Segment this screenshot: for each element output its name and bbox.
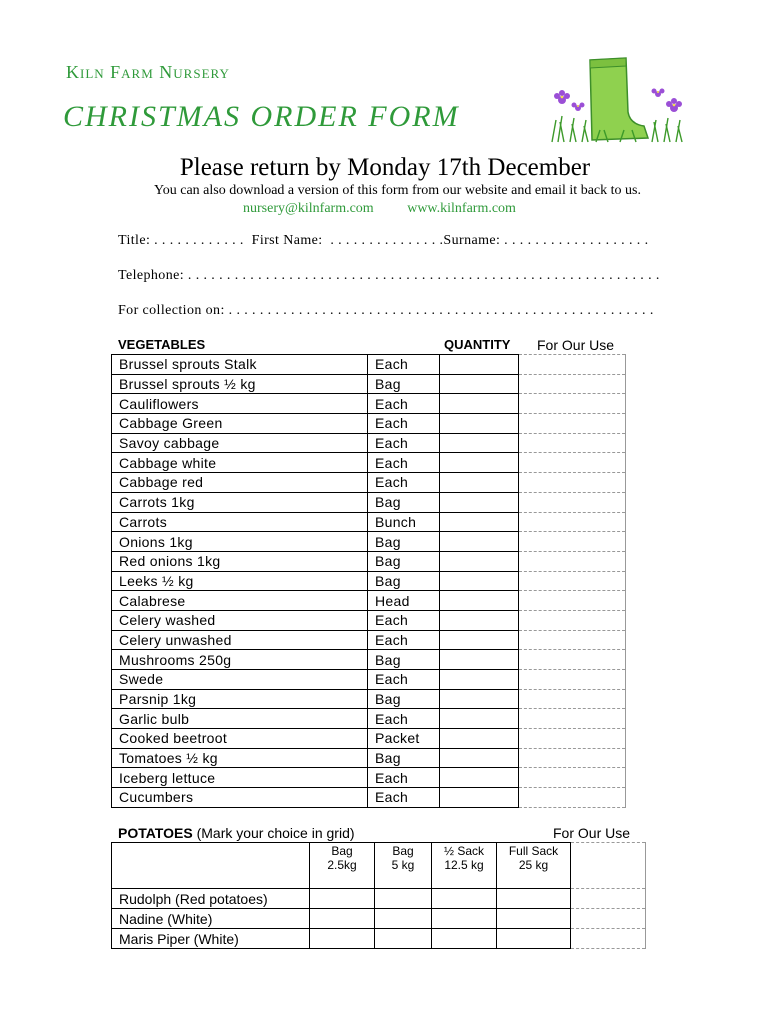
size-weight: 2.5kg [327,858,357,872]
potato-choice-cell[interactable] [432,889,497,909]
potato-choice-cell[interactable] [432,929,497,949]
potato-variety-name: Maris Piper (White) [112,929,310,949]
vegetable-name: Cauliflowers [112,394,368,414]
vegetable-unit: Bag [368,374,440,394]
our-use-cell [519,591,626,611]
vegetable-name: Swede [112,670,368,690]
our-use-cell [519,670,626,690]
quantity-cell[interactable] [440,532,519,552]
potato-variety-header [112,843,310,889]
vegetable-name: Savoy cabbage [112,433,368,453]
telephone-field-line[interactable]: Telephone: . . . . . . . . . . . . . . . . . . . . . . . . . . . . . . . . . . . . . . . . . . . . . . . . . . . . . . . . . . . . . [118,268,660,283]
our-use-cell [571,909,646,929]
quantity-cell[interactable] [440,748,519,768]
vegetable-row [112,630,626,650]
vegetable-name: Celery unwashed [112,630,368,650]
our-use-cell [519,374,626,394]
vegetable-unit: Each [368,670,440,690]
vegetable-row [112,532,626,552]
name-fields-line[interactable]: Title: . . . . . . . . . . . . First Name: . . . . . . . . . . . . . . .Surname: . . . . . . . . . . . . . . . . . . . [118,233,649,248]
our-use-cell [519,492,626,512]
our-use-cell [519,473,626,493]
quantity-cell[interactable] [440,394,519,414]
our-use-cell [519,610,626,630]
potato-row [112,929,646,949]
size-label: Full Sack [508,844,559,858]
vegetable-name: Brussel sprouts Stalk [112,355,368,375]
quantity-cell[interactable] [440,355,519,375]
vegetable-row [112,355,626,375]
potatoes-heading-note: (Mark your choice in grid) [192,825,355,841]
vegetable-name: Cucumbers [112,788,368,808]
vegetable-unit: Bag [368,650,440,670]
potato-choice-cell[interactable] [310,889,375,909]
vegetable-row [112,610,626,630]
quantity-cell[interactable] [440,630,519,650]
vegetable-unit: Packet [368,729,440,749]
vegetable-unit: Bag [368,689,440,709]
vegetable-name: Parsnip 1kg [112,689,368,709]
vegetable-row [112,788,626,808]
potato-row [112,889,646,909]
size-label: Bag [392,844,414,858]
quantity-cell[interactable] [440,689,519,709]
vegetable-row [112,768,626,788]
vegetable-row [112,394,626,414]
quantity-cell[interactable] [440,610,519,630]
our-use-cell [519,748,626,768]
quantity-cell[interactable] [440,729,519,749]
vegetable-unit: Each [368,453,440,473]
quantity-cell[interactable] [440,670,519,690]
vegetable-row [112,591,626,611]
vegetable-name: Brussel sprouts ½ kg [112,374,368,394]
our-use-cell [519,689,626,709]
nursery-name: Kiln Farm Nursery [66,62,230,82]
vegetable-unit: Each [368,788,440,808]
our-use-heading: For Our Use [537,337,615,353]
quantity-cell[interactable] [440,551,519,571]
our-use-cell [519,630,626,650]
collection-date-field-line[interactable]: For collection on: . . . . . . . . . . . . . . . . . . . . . . . . . . . . . . . . . . . . . . . . . . . . . . . . . . . . . . . [118,303,654,318]
potato-size-header [375,843,432,889]
vegetable-row [112,729,626,749]
potatoes-table [111,842,646,949]
quantity-cell[interactable] [440,788,519,808]
potato-choice-cell[interactable] [497,929,571,949]
quantity-cell[interactable] [440,591,519,611]
vegetable-unit: Bag [368,492,440,512]
potato-size-header [310,843,375,889]
vegetable-row [112,414,626,434]
vegetable-unit: Each [368,630,440,650]
potato-size-header [432,843,497,889]
vegetables-heading: VEGETABLES [118,337,206,352]
vegetable-unit: Head [368,591,440,611]
vegetable-unit: Bag [368,551,440,571]
vegetable-unit: Bag [368,748,440,768]
vegetable-name: Calabrese [112,591,368,611]
vegetable-unit: Each [368,394,440,414]
vegetable-row [112,689,626,709]
size-weight: 12.5 kg [444,858,484,872]
our-use-cell [519,512,626,532]
vegetable-name: Red onions 1kg [112,551,368,571]
wellington-boot-illustration [548,50,688,145]
potato-size-header-row [112,843,646,889]
our-use-cell [519,414,626,434]
our-use-cell [519,729,626,749]
vegetable-row [112,709,626,729]
vegetable-row [112,748,626,768]
our-use-cell [519,433,626,453]
potato-choice-cell[interactable] [310,929,375,949]
vegetable-name: Carrots [112,512,368,532]
potato-choice-cell[interactable] [432,909,497,929]
vegetable-name: Cooked beetroot [112,729,368,749]
vegetable-name: Onions 1kg [112,532,368,552]
vegetable-unit: Each [368,610,440,630]
vegetable-unit: Bag [368,532,440,552]
quantity-cell[interactable] [440,512,519,532]
vegetables-table [111,354,626,808]
size-label: ½ Sack [443,844,485,858]
quantity-cell[interactable] [440,768,519,788]
return-deadline: Please return by Monday 17th December [179,154,591,181]
vegetable-row [112,473,626,493]
potatoes-our-use-heading: For Our Use [553,825,631,841]
vegetable-row [112,512,626,532]
our-use-cell [571,929,646,949]
vegetable-unit: Each [368,473,440,493]
vegetable-row [112,492,626,512]
vegetable-name: Carrots 1kg [112,492,368,512]
potato-size-header [497,843,571,889]
quantity-cell[interactable] [440,571,519,591]
vegetable-row [112,374,626,394]
potato-choice-cell[interactable] [375,889,432,909]
form-title: CHRISTMAS ORDER FORM [63,100,460,133]
vegetable-row [112,670,626,690]
download-note: You can also download a version of this form from our website and email it back to us. [154,183,641,198]
size-weight: 5 kg [391,858,415,872]
size-weight: 25 kg [518,858,549,872]
vegetable-unit: Each [368,414,440,434]
quantity-cell[interactable] [440,473,519,493]
vegetable-name: Leeks ½ kg [112,571,368,591]
vegetable-unit: Each [368,709,440,729]
quantity-cell[interactable] [440,433,519,453]
email-link[interactable]: nursery@kilnfarm.com [243,201,374,216]
our-use-cell [571,889,646,909]
quantity-cell[interactable] [440,492,519,512]
vegetable-name: Cabbage white [112,453,368,473]
vegetable-name: Tomatoes ½ kg [112,748,368,768]
our-use-cell [571,843,646,889]
contact-links [243,201,546,217]
potato-row [112,909,646,929]
vegetable-name: Cabbage Green [112,414,368,434]
vegetable-row [112,571,626,591]
potatoes-heading-title: POTATOES [118,825,193,841]
quantity-cell[interactable] [440,374,519,394]
vegetable-name: Celery washed [112,610,368,630]
vegetable-unit: Bag [368,571,440,591]
potato-choice-cell[interactable] [310,909,375,929]
our-use-cell [519,453,626,473]
our-use-cell [519,355,626,375]
potato-variety-name: Rudolph (Red potatoes) [112,889,310,909]
quantity-cell[interactable] [440,709,519,729]
our-use-cell [519,709,626,729]
vegetable-unit: Each [368,768,440,788]
quantity-cell[interactable] [440,414,519,434]
potato-choice-cell[interactable] [375,909,432,929]
our-use-cell [519,788,626,808]
vegetable-name: Garlic bulb [112,709,368,729]
our-use-cell [519,532,626,552]
potatoes-heading [118,825,355,841]
size-label: Bag [331,844,353,858]
our-use-cell [519,650,626,670]
website-link[interactable]: www.kilnfarm.com [407,201,516,216]
potato-choice-cell[interactable] [497,909,571,929]
vegetable-unit: Each [368,433,440,453]
vegetable-name: Mushrooms 250g [112,650,368,670]
quantity-cell[interactable] [440,650,519,670]
vegetable-name: Iceberg lettuce [112,768,368,788]
vegetable-row [112,433,626,453]
potato-variety-name: Nadine (White) [112,909,310,929]
vegetable-row [112,650,626,670]
vegetable-unit: Each [368,355,440,375]
quantity-heading: QUANTITY [444,337,511,352]
our-use-cell [519,394,626,414]
our-use-cell [519,551,626,571]
potato-choice-cell[interactable] [497,889,571,909]
vegetable-row [112,453,626,473]
potato-choice-cell[interactable] [375,929,432,949]
vegetable-row [112,551,626,571]
quantity-cell[interactable] [440,453,519,473]
vegetable-name: Cabbage red [112,473,368,493]
our-use-cell [519,768,626,788]
our-use-cell [519,571,626,591]
vegetable-unit: Bunch [368,512,440,532]
